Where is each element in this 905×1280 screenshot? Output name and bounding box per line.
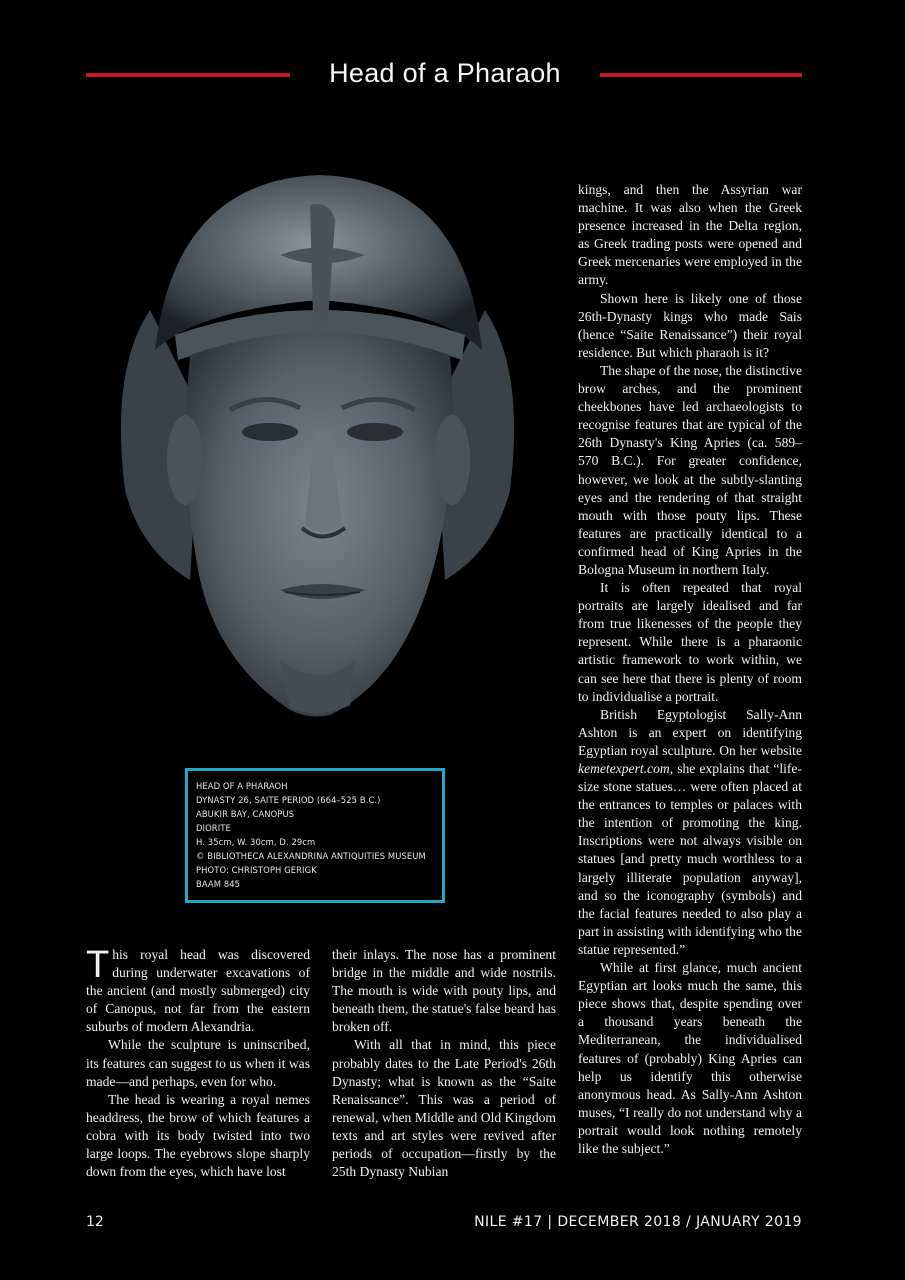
paragraph: their inlays. The nose has a prominent bridge in the middle and wide nostrils. The mouth is wide with pouty lips, and beneath them, the statue's false beard has broken off. xyxy=(332,947,556,1035)
paragraph-text: his royal head was discovered during underwater excavations of the ancient (and mostly submerged) city of Canopus, not far from the eastern suburbs of modern Alexandria. xyxy=(86,947,310,1035)
paragraph: It is often repeated that royal portraits are largely idealised and far from true likenesses of the people they represent. While there is a pharaonic artistic framework to work within, we can see here that there is plenty of room to individualise a portrait. xyxy=(578,580,802,704)
page-number: 12 xyxy=(86,1214,104,1230)
caption-line: BAAM 845 xyxy=(196,879,241,889)
caption-line: H. 35cm, W. 30cm, D. 29cm xyxy=(196,837,316,847)
article-column-1 xyxy=(86,946,310,1181)
paragraph-text: she explains that “life-size stone statues… were often placed at the entrances to temples or palaces with the intention of promoting the king. Inscriptions were not always visible on statues [and pretty much worthless to a largely illiterate population anyway], and so the iconography (symbols) and the facial features needed to also play a part in assisting with identifying who the statue represented.” xyxy=(578,761,802,957)
paragraph: The head is wearing a royal nemes headdress, the brow of which features a cobra with its body twisted into two large loops. The eyebrows slope sharply down from the eyes, which have lost xyxy=(86,1091,310,1180)
paragraph: With all that in mind, this piece probably dates to the Late Period's 26th Dynasty; what is known as the “Saite Renaissance”. This was a period of renewal, when Middle and Old Kingdom texts and art styles were revived after periods of occupation—firstly by the 25th Dynasty Nubian xyxy=(332,1037,556,1180)
paragraph: While at first glance, much ancient Egyptian art looks much the same, this piece shows that, despite spending over a thousand years beneath the Mediterranean, the individualised features of (probably) King Apries can help us identify this otherwise anonymous head. As Sally-Ann Ashton muses, “I really do not understand why a portrait would look nothing remotely like the subject.” xyxy=(578,960,802,1156)
caption-line: DYNASTY 26, SAITE PERIOD (664–525 B.C.) xyxy=(196,795,381,805)
page-title: Head of a Pharaoh xyxy=(329,58,561,88)
issue-info: NILE #17 | DECEMBER 2018 / JANUARY 2019 xyxy=(474,1214,802,1230)
photo-caption-box xyxy=(185,768,445,903)
caption-line: PHOTO: CHRISTOPH GERIGK xyxy=(196,865,317,875)
paragraph-text: British Egyptologist Sally-Ann Ashton is an expert on identifying Egyptian royal sculpture. On her website xyxy=(578,706,802,758)
paragraph: The shape of the nose, the distinctive brow arches, and the prominent cheekbones have led archaeologists to recognise features that are typical of the 26th Dynasty's King Apries (ca. 589–570 B.C.). For greater confidence, however, we look at the subtly-slanting eyes and the rendering of that straight mouth with those pouty lips. These features are practically identical to a confirmed head of King Apries in the Bologna Museum in northern Italy. xyxy=(578,362,802,577)
caption-line: DIORITE xyxy=(196,823,231,833)
caption-line: ABUKIR BAY, CANOPUS xyxy=(196,809,295,819)
paragraph: kings, and then the Assyrian war machine. It was also when the Greek presence increased in the Delta region, as Greek trading posts were opened and Greek mercenaries were employed in the army. xyxy=(578,182,802,288)
drop-cap: T xyxy=(86,944,110,986)
pharaoh-head-photo xyxy=(80,160,555,760)
paragraph: Shown here is likely one of those 26th-Dynasty kings who made Sais (hence “Saite Renaissance”) their royal residence. But which pharaoh is it? xyxy=(578,290,802,360)
paragraph xyxy=(578,706,802,959)
header-rule-right xyxy=(600,73,802,77)
header-rule-left xyxy=(86,73,290,77)
website-reference: kemetexpert.com, xyxy=(578,761,674,776)
caption-line: © BIBLIOTHECA ALEXANDRINA ANTIQUITIES MUSEUM xyxy=(196,851,426,861)
article-column-2 xyxy=(332,946,556,1181)
paragraph: While the sculpture is uninscribed, its features can suggest to us when it was made—and perhaps, even for who. xyxy=(86,1037,310,1089)
article-column-3 xyxy=(578,181,802,1158)
caption-line: HEAD OF A PHARAOH xyxy=(196,781,288,791)
paragraph xyxy=(86,946,310,1036)
